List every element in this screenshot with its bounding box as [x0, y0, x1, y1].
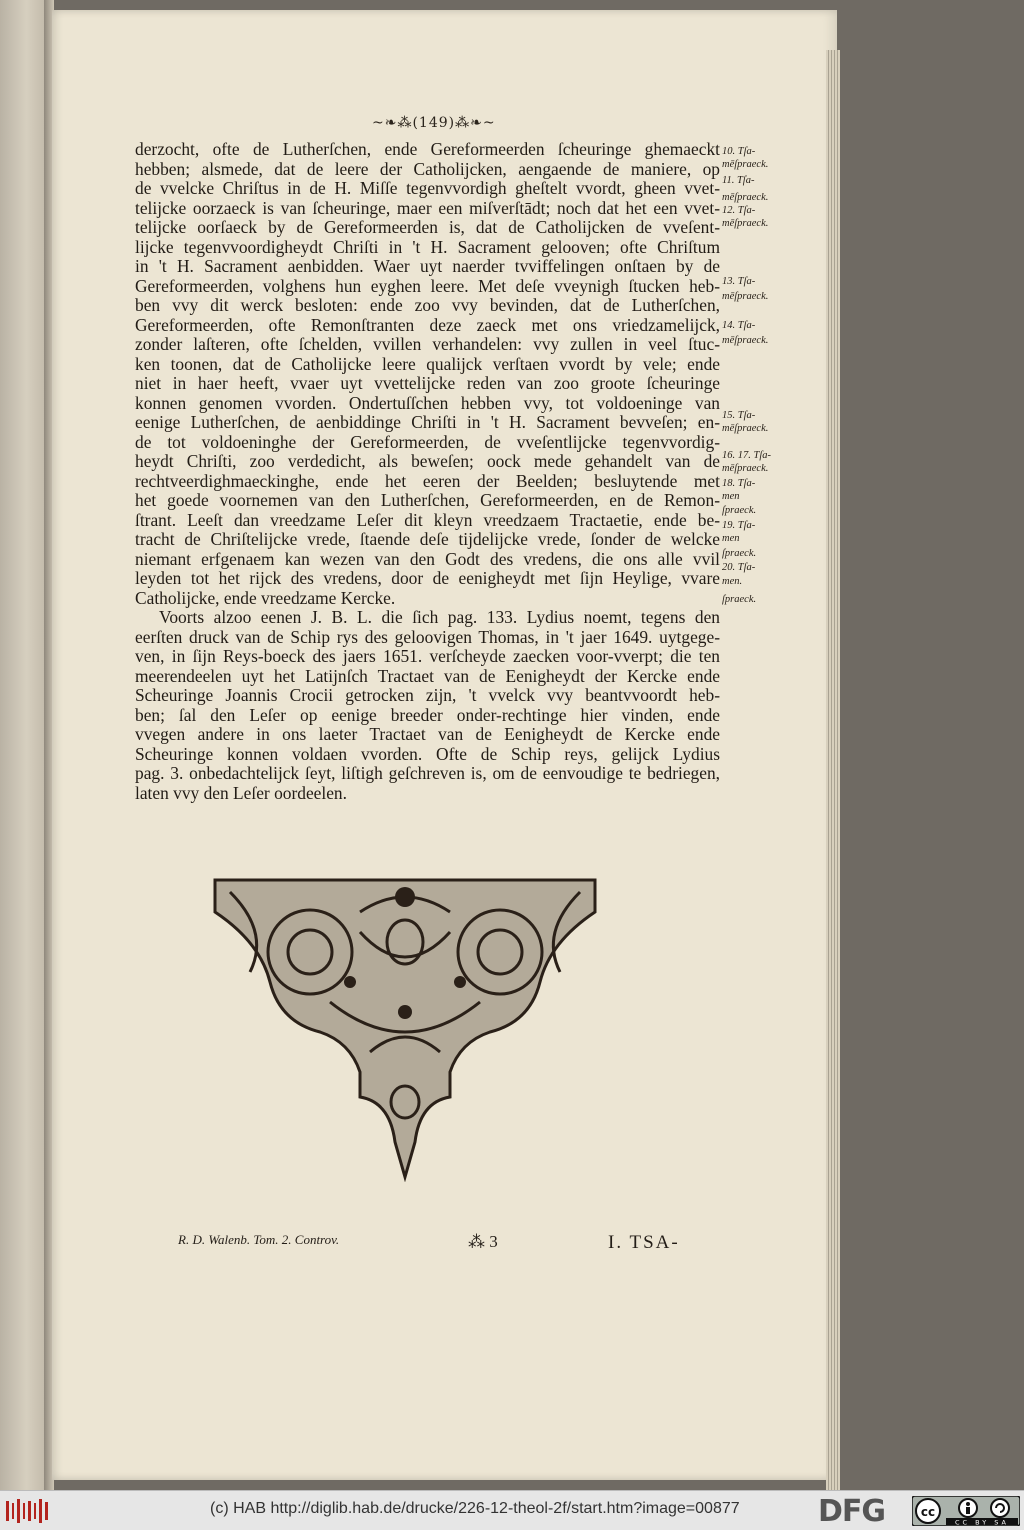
margin-note: mēſpraeck.: [722, 291, 769, 302]
cc-license-icon[interactable]: [912, 1496, 1020, 1526]
text-line: in 't H. Sacrament aenbidden. Waer uyt naerder tvviffelingen onſtaen by de: [135, 257, 720, 276]
text-line: tracht de Chriſtelijcke vrede, ſtaende deſe tijdelijcke vrede, ſonder de welcke: [135, 530, 720, 549]
margin-note: mēſpraeck.: [722, 218, 769, 229]
margin-note: men: [722, 491, 740, 502]
text-line: meerendeelen uyt het Latijnſch Tractaet van de Eenigheydt der Kercke ende: [135, 666, 720, 686]
text-line: ben; ſal den Leſer op eenige breeder onder-rechtinge hier vinden, ende: [135, 705, 720, 725]
margin-note: ſpraeck.: [722, 505, 757, 516]
catchword: I. TSA-: [608, 1232, 680, 1253]
margin-note: mēſpraeck.: [722, 159, 769, 170]
margin-note: mēſpraeck.: [722, 192, 769, 203]
margin-note: ſpraeck.: [722, 594, 757, 605]
left-page-edge: [0, 0, 44, 1490]
text-line: de vvelcke Chriſtus in de H. Miſſe tegenvvordigh gheſtelt vvordt, gheen vvet-: [135, 179, 720, 198]
margin-note: 15. Tſa-: [722, 410, 756, 421]
text-line: eenige Lutherſchen, de aenbiddinge Chriſti in 't H. Sacrament bevveſen; en-: [135, 413, 720, 432]
dfg-logo: DFG: [818, 1494, 886, 1529]
text-line: derzocht, ofte de Lutherſchen, ende Gereformeerden ſcheuringe ghemaeckt: [135, 140, 720, 159]
footer-signature-line: R. D. Walenb. Tom. 2. Controv.: [178, 1232, 340, 1247]
text-line: Scheuringe Joannis Crocii getrocken zijn, 't vvelck vvy beantvvoordt heb-: [135, 686, 720, 705]
signature-mark: [468, 1232, 498, 1252]
margin-note: 14. Tſa-: [722, 320, 756, 331]
signature-number: 3: [489, 1232, 498, 1251]
text-line: ken toonen, dat de Catholijcke leere qualijck verſtaen vvordt by vele; ende: [135, 354, 720, 374]
body-text: [135, 140, 720, 803]
margin-note: 18. Tſa-: [722, 478, 756, 489]
margin-note: 13. Tſa-: [722, 276, 756, 287]
text-line: leyden tot het rijck des vredens, door de eenigheydt met ſijn Heylige, vvare: [135, 569, 720, 588]
page-number: (149): [412, 115, 456, 131]
margin-note: 12. Tſa-: [722, 205, 756, 216]
page-fore-edge: [826, 50, 840, 1490]
margin-note: mēſpraeck.: [722, 423, 769, 434]
text-line: niet in haer heeft, vvaer uyt vvettelijcke reden van zoo groote ſcheuringe: [135, 374, 720, 393]
text-line: telijcke oorzaeck is van ſcheuringe, maer een miſverſtādt; noch dat het een vvet-: [135, 198, 720, 218]
text-line: telijcke oorſaeck by de Gereformeerden is, dat de Catholijcken de vveſent-: [135, 218, 720, 237]
header-flourish-right: ⁂❧~: [455, 115, 496, 131]
text-line: ſtrant. Leeſt dan vreedzame Leſer dit kleyn vreedzaem Tractaetie, ende be-: [135, 510, 720, 530]
text-line: ven, in ſijn Reys-boeck des jaers 1651. verſcheyde zaecken voor-vverpt; die ten: [135, 647, 720, 666]
woodcut-ornament: [210, 872, 600, 1182]
asterism-icon: ⁂: [468, 1232, 490, 1251]
text-line: Gereformeerden, volghens hun eyghen leere. Met deſe vveynigh ſtucken heb-: [135, 276, 720, 296]
margin-note: 19. Tſa-: [722, 520, 756, 531]
text-line: Voorts alzoo eenen J. B. L. die ſich pag. 133. Lydius noemt, tegens den: [159, 608, 720, 627]
margin-note: 11. Tſa-: [722, 175, 755, 186]
text-line: het goede voornemen van den Lutherſchen, Gereformeerden, en de Remon-: [135, 491, 720, 510]
copyright-link[interactable]: (c) HAB http://diglib.hab.de/drucke/226-12-theol-2f/start.htm?image=00877: [210, 1500, 740, 1517]
margin-note: mēſpraeck.: [722, 335, 769, 346]
text-line: heydt Chriſti, zoo verdedicht, als beweſen; oock mede gehandelt van de: [135, 452, 720, 471]
text-line: zonder laſteren, ofte ſchelden, vvillen verhandelen: vvy zullen in veel ſtuc-: [135, 335, 720, 354]
hab-logo-icon: [6, 1499, 50, 1523]
margin-note: ſpraeck.: [722, 548, 757, 559]
margin-note: 16. 17. Tſa-: [722, 450, 772, 461]
text-line: vvegen andere in ons laeter Tractaet van de Eenigheydt de Kercke ende: [135, 725, 720, 744]
header-flourish-left: ~❧⁂: [372, 115, 413, 131]
margin-note: men.: [722, 576, 743, 587]
text-line: ben vvy dit werck besloten: ende zoo vvy bevinden, dat de Lutherſchen,: [135, 296, 720, 315]
text-line: niemant erfgenaem kan wezen van den Godt des vredens, die ons alle vvil: [135, 549, 720, 569]
page-header: [372, 115, 496, 131]
text-line: rechtveerdighmaeckinghe, ende het eeren der Beelden; besluytende met: [135, 471, 720, 491]
margin-note: mēſpraeck.: [722, 463, 769, 474]
text-line: Gereformeerden, ofte Remonſtranten deze zaeck met ons vriedzamelijck,: [135, 315, 720, 335]
margin-note: 10. Tſa-: [722, 146, 756, 157]
text-line: de tot voldoeninghe der Gereformeerden, de vveſentlijcke tegenvvordig-: [135, 432, 720, 452]
text-line: Scheuringe konnen voldaen vvorden. Ofte de Schip reys, gelijck Lydius: [135, 744, 720, 764]
text-line: konnen genomen vvorden. Ondertuſſchen hebben vvy, tot voldoeninge van: [135, 393, 720, 413]
svg-text:cc: cc: [920, 1505, 936, 1519]
text-line: eerſten druck van de Schip rys des geloovigen Thomas, in 't jaer 1649. uytgege-: [135, 627, 720, 647]
text-line: pag. 3. onbedachtelijck ſeyt, liſtigh geſchreven is, om de eenvoudige te bedriegen,: [135, 764, 720, 783]
text-line: lijcke tegenvvoordigheydt Chriſti in 't H. Sacrament gelooven; ofte Chriſtum: [135, 237, 720, 257]
viewer-bottom-bar: [0, 1490, 1024, 1530]
margin-note: men: [722, 533, 740, 544]
text-line: hebben; alsmede, dat de leere der Catholijcken, aengaende de maniere, op: [135, 159, 720, 179]
text-line: laten vvy den Leſer oordeelen.: [135, 783, 347, 803]
text-line: Catholijcke, ende vreedzame Kercke.: [135, 588, 396, 608]
license-label: CC BY SA: [955, 1518, 1009, 1526]
margin-note: 20. Tſa-: [722, 562, 756, 573]
